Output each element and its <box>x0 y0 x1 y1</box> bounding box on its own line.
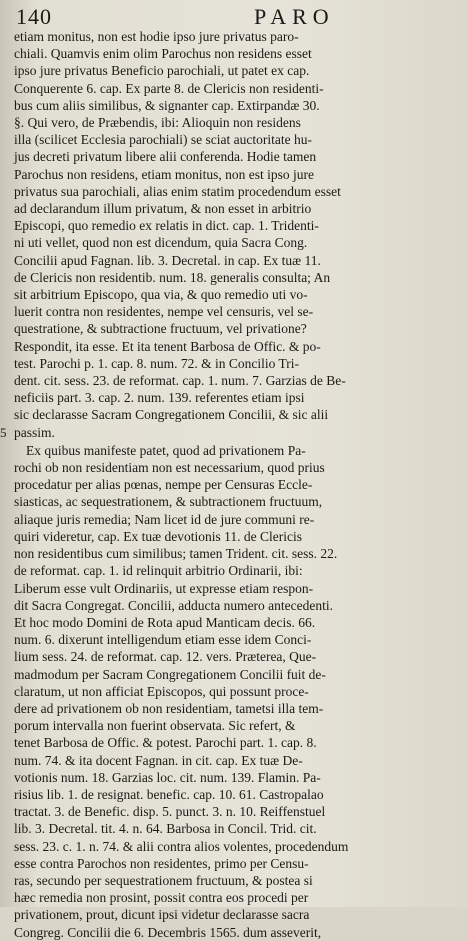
text-line: ad declarandum illum privatum, & non esset in arbitrio <box>14 201 312 217</box>
text-line: neficiis part. 3. cap. 2. num. 139. referentes etiam ipsi <box>14 390 305 406</box>
text-line: procedatur per alias pœnas, nempe per Censuras Eccle- <box>14 477 313 493</box>
text-line: num. 6. dixerunt intelligendum etiam esse idem Conci- <box>14 632 312 648</box>
text-line: claratum, ut non afficiat Episcopos, qui possunt proce- <box>14 683 309 699</box>
text-line: sit arbitrium Episcopo, qua via, & quo remedio uti vo- <box>14 287 308 303</box>
text-line: ras, secundo per sequestrationem fructuum, & postea si <box>14 872 313 888</box>
paragraph-marker: 5 <box>0 425 7 440</box>
text-line: privatus sua parochiali, alias enim statim procedendum esset <box>14 183 341 199</box>
text-line: Congreg. Concilii die 6. Decembris 1565. dum asseverit, <box>14 924 322 940</box>
text-line: risius lib. 1. de resignat. benefic. cap. 10. 61. Castropalao <box>14 786 324 802</box>
text-line: §. Qui vero, de Præbendis, ibi: Alioquin non residens <box>14 115 301 131</box>
text-line: lib. 3. Decretal. tit. 4. n. 64. Barbosa in Concil. Trid. cit. <box>14 821 317 837</box>
text-line: Et hoc modo Domini de Rota apud Manticam decis. 66. <box>14 614 316 630</box>
text-line: rochi ob non residentiam non est necessarium, quod prius <box>14 460 325 476</box>
text-line: questratione, & subtractione fructuum, vel privatione? <box>14 321 307 337</box>
text-line: dere ad privationem ob non residentiam, tametsi illa tem- <box>14 700 324 716</box>
text-line: hæc remedia non prosint, possit contra eos procedi per <box>14 890 309 906</box>
text-line: tractat. 3. de Benefic. disp. 5. punct. 3. n. 10. Reiffenstuel <box>14 804 326 820</box>
text-line: chiali. Quamvis enim olim Parochus non residens esset <box>14 46 312 62</box>
text-line: lium sess. 24. de reformat. cap. 12. vers. Præterea, Que- <box>14 649 317 665</box>
running-title: PARO <box>254 4 335 29</box>
text-line: de reformat. cap. 1. id relinquit arbitrio Ordinarii, ibi: <box>14 563 303 579</box>
text-line: porum intervalla non fuerint observata. Sic refert, & <box>14 718 296 734</box>
text-line: privationem, prout, dicunt ipsi videtur declarasse sacra <box>14 907 310 923</box>
text-line: test. Parochi p. 1. cap. 8. num. 72. & in Concilio Tri- <box>14 355 299 371</box>
text-line: Conquerente 6. cap. Ex parte 8. de Clericis non residenti- <box>14 80 324 96</box>
text-line: jus decreti privatum libere alii conferenda. Hodie tamen <box>14 149 317 165</box>
paragraph-2 <box>14 442 458 941</box>
text-line: ni uti vellet, quod non est dicendum, quia Sacra Cong. <box>14 235 308 251</box>
text-line: illa (scilicet Ecclesia parochiali) se sciat auctoritate hu- <box>14 132 312 148</box>
paragraph-1 <box>14 28 458 441</box>
text-line: luerit contra non residentes, nempe vel censuris, vel se- <box>14 304 314 320</box>
text-line: sic declarasse Sacram Congregationem Concilii, & sic alii <box>14 407 329 423</box>
text-line: siasticas, ac sequestrationem, & subtractionem fructuum, <box>14 494 323 510</box>
text-line: Ex quibus manifeste patet, quod ad privationem Pa- <box>26 442 306 458</box>
text-line: Concilii apud Fagnan. lib. 3. Decretal. in cap. Ex tuæ 11. <box>14 252 321 268</box>
text-line: aliaque juris remedia; Nam licet id de jure communi re- <box>14 511 315 527</box>
text-line: Parochus non residens, etiam monitus, non est ipso jure <box>14 166 314 182</box>
text-line: num. 74. & ita docent Fagnan. in cit. cap. Ex tuæ De- <box>14 752 303 768</box>
page-number: 140 <box>16 4 52 29</box>
text-line: Episcopi, quo remedio ex relatis in dict. cap. 1. Tridenti- <box>14 218 319 234</box>
text-line: tenet Barbosa de Offic. & potest. Parochi part. 1. cap. 8. <box>14 735 317 751</box>
text-line: dit Sacra Congregat. Concilii, adducta numero antecedenti. <box>14 597 334 613</box>
text-line: sess. 23. c. 1. n. 74. & alii contra alios volentes, procedendum <box>14 838 349 854</box>
text-line: quiri videretur, cap. Ex tuæ devotionis 11. de Clericis <box>14 528 303 544</box>
running-head <box>14 6 458 28</box>
text-line: de Clericis non residentib. num. 18. generalis consulta; An <box>14 269 331 285</box>
text-line: dent. cit. sess. 23. de reformat. cap. 1. num. 7. Garzias de Be- <box>14 373 346 389</box>
text-line: Liberum esse vult Ordinariis, ut expresse etiam respon- <box>14 580 314 596</box>
text-line: passim. <box>14 424 55 440</box>
text-line: madmodum per Sacram Congregationem Concilii fuit de- <box>14 666 326 682</box>
text-line: ipso jure privatus Beneficio parochiali, ut patet ex cap. <box>14 63 310 79</box>
text-line: etiam monitus, non est hodie ipso jure privatus paro- <box>14 29 299 44</box>
text-line: bus cum aliis similibus, & signanter cap. Extirpandæ 30. <box>14 97 320 113</box>
text-line: esse contra Parochos non residentes, primo per Censu- <box>14 855 309 871</box>
text-line: votionis num. 18. Garzias loc. cit. num. 139. Flamin. Pa- <box>14 769 321 785</box>
text-line: Respondit, ita esse. Et ita tenent Barbosa de Offic. & po- <box>14 338 321 354</box>
text-line: non residentibus cum similibus; tamen Trident. cit. sess. 22. <box>14 546 338 562</box>
